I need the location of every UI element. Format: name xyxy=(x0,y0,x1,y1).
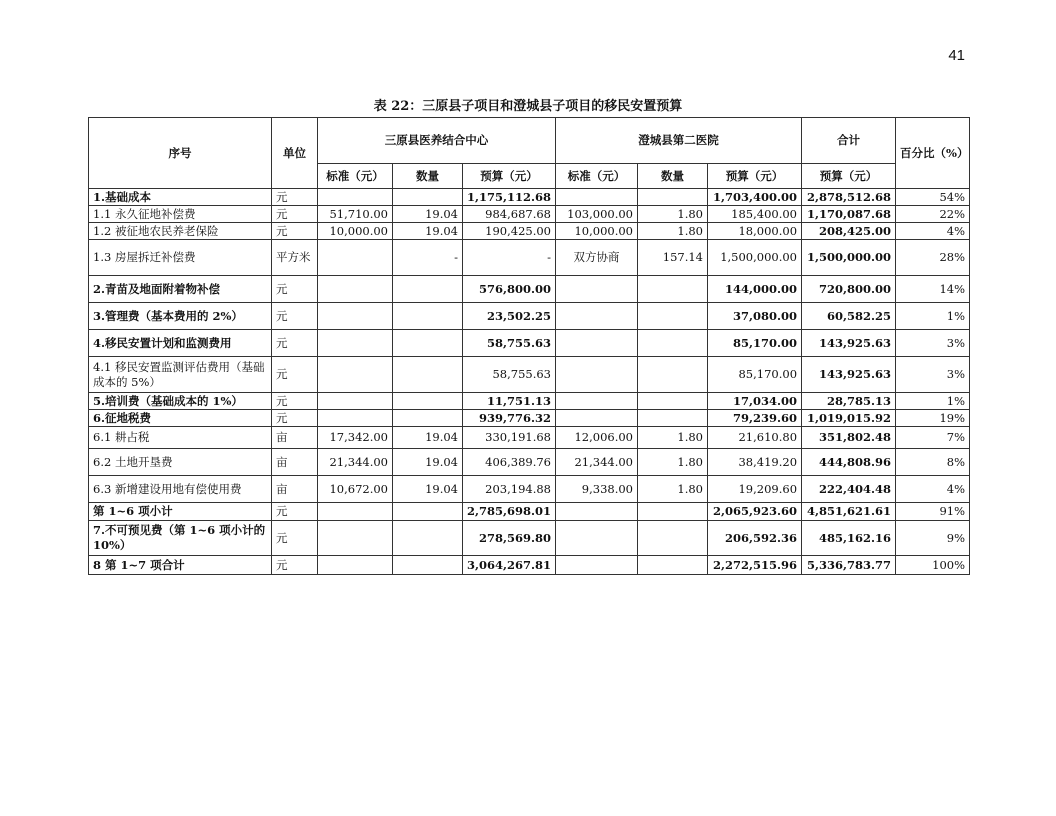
table-row xyxy=(89,240,970,276)
header-qty-chengcheng: 数量 xyxy=(638,164,708,189)
row-budget-chengcheng-cell: 19,209.60 xyxy=(708,476,802,503)
row-qty-chengcheng-cell xyxy=(638,410,708,427)
row-budget-sanyuan-cell: 58,755.63 xyxy=(463,330,556,357)
header-percent: 百分比（%） xyxy=(896,118,970,189)
row-qty-chengcheng-cell xyxy=(638,330,708,357)
row-percent-cell: 19% xyxy=(896,410,970,427)
row-percent-cell: 14% xyxy=(896,276,970,303)
row-total-cell: 2,878,512.68 xyxy=(802,189,896,206)
row-qty-chengcheng-cell: 1.80 xyxy=(638,223,708,240)
row-total-cell: 1,170,087.68 xyxy=(802,206,896,223)
row-seq-cell: 4.1 移民安置监测评估费用（基础成本的 5%） xyxy=(89,357,272,393)
row-budget-chengcheng-cell: 85,170.00 xyxy=(708,330,802,357)
row-std-sanyuan-cell: 17,342.00 xyxy=(318,427,393,449)
header-chengcheng: 澄城县第二医院 xyxy=(556,118,802,164)
row-qty-chengcheng-cell xyxy=(638,556,708,575)
row-std-chengcheng-cell: 10,000.00 xyxy=(556,223,638,240)
row-std-chengcheng-cell: 12,006.00 xyxy=(556,427,638,449)
row-budget-chengcheng-cell: 144,000.00 xyxy=(708,276,802,303)
row-unit-cell: 亩 xyxy=(272,449,318,476)
row-qty-chengcheng-cell: 157.14 xyxy=(638,240,708,276)
row-percent-cell: 91% xyxy=(896,503,970,521)
header-budget-sanyuan: 预算（元） xyxy=(463,164,556,189)
table-row xyxy=(89,503,970,521)
row-unit-cell: 平方米 xyxy=(272,240,318,276)
row-budget-sanyuan-cell: 3,064,267.81 xyxy=(463,556,556,575)
row-qty-chengcheng-cell xyxy=(638,503,708,521)
header-seq: 序号 xyxy=(89,118,272,189)
row-std-sanyuan-cell xyxy=(318,303,393,330)
row-qty-chengcheng-cell: 1.80 xyxy=(638,206,708,223)
row-budget-sanyuan-cell: 1,175,112.68 xyxy=(463,189,556,206)
row-qty-chengcheng-cell: 1.80 xyxy=(638,427,708,449)
table-row xyxy=(89,556,970,575)
row-std-sanyuan-cell xyxy=(318,357,393,393)
table-title: 表 22：三原县子项目和澄城县子项目的移民安置预算 xyxy=(373,99,683,114)
row-qty-chengcheng-cell: 1.80 xyxy=(638,476,708,503)
row-percent-cell: 28% xyxy=(896,240,970,276)
row-budget-sanyuan-cell: 278,569.80 xyxy=(463,521,556,556)
budget-table xyxy=(88,117,970,575)
header-budget-total: 预算（元） xyxy=(802,164,896,189)
row-unit-cell: 亩 xyxy=(272,427,318,449)
row-unit-cell: 元 xyxy=(272,303,318,330)
row-qty-sanyuan-cell xyxy=(393,357,463,393)
table-row xyxy=(89,330,970,357)
row-budget-sanyuan-cell: 330,191.68 xyxy=(463,427,556,449)
row-budget-sanyuan-cell: 11,751.13 xyxy=(463,393,556,410)
row-std-chengcheng-cell: 103,000.00 xyxy=(556,206,638,223)
row-qty-sanyuan-cell xyxy=(393,276,463,303)
table-row xyxy=(89,393,970,410)
row-unit-cell: 元 xyxy=(272,223,318,240)
row-budget-sanyuan-cell: - xyxy=(463,240,556,276)
row-std-chengcheng-cell xyxy=(556,503,638,521)
row-percent-cell: 4% xyxy=(896,223,970,240)
table-row xyxy=(89,206,970,223)
row-percent-cell: 7% xyxy=(896,427,970,449)
row-budget-chengcheng-cell: 2,065,923.60 xyxy=(708,503,802,521)
row-seq-cell: 2.青苗及地面附着物补偿 xyxy=(89,276,272,303)
row-total-cell: 444,808.96 xyxy=(802,449,896,476)
row-seq-cell: 5.培训费（基础成本的 1%） xyxy=(89,393,272,410)
row-budget-sanyuan-cell: 576,800.00 xyxy=(463,276,556,303)
row-budget-chengcheng-cell: 1,500,000.00 xyxy=(708,240,802,276)
row-std-chengcheng-cell xyxy=(556,189,638,206)
table-row xyxy=(89,276,970,303)
row-seq-cell: 1.1 永久征地补偿费 xyxy=(89,206,272,223)
row-qty-chengcheng-cell xyxy=(638,357,708,393)
row-std-chengcheng-cell xyxy=(556,556,638,575)
row-total-cell: 4,851,621.61 xyxy=(802,503,896,521)
table-row xyxy=(89,410,970,427)
row-budget-chengcheng-cell: 79,239.60 xyxy=(708,410,802,427)
row-std-chengcheng-cell xyxy=(556,276,638,303)
row-budget-sanyuan-cell: 406,389.76 xyxy=(463,449,556,476)
row-percent-cell: 100% xyxy=(896,556,970,575)
row-budget-chengcheng-cell: 1,703,400.00 xyxy=(708,189,802,206)
row-seq-cell: 6.征地税费 xyxy=(89,410,272,427)
header-sanyuan: 三原县医养结合中心 xyxy=(318,118,556,164)
row-total-cell: 351,802.48 xyxy=(802,427,896,449)
row-budget-sanyuan-cell: 939,776.32 xyxy=(463,410,556,427)
row-qty-sanyuan-cell xyxy=(393,410,463,427)
row-qty-sanyuan-cell xyxy=(393,521,463,556)
row-std-sanyuan-cell xyxy=(318,330,393,357)
row-total-cell: 143,925.63 xyxy=(802,357,896,393)
row-budget-sanyuan-cell: 203,194.88 xyxy=(463,476,556,503)
row-std-sanyuan-cell xyxy=(318,503,393,521)
row-budget-chengcheng-cell: 37,080.00 xyxy=(708,303,802,330)
header-qty-sanyuan: 数量 xyxy=(393,164,463,189)
row-total-cell: 28,785.13 xyxy=(802,393,896,410)
row-total-cell: 143,925.63 xyxy=(802,330,896,357)
row-seq-cell: 1.2 被征地农民养老保险 xyxy=(89,223,272,240)
row-unit-cell: 元 xyxy=(272,521,318,556)
row-std-sanyuan-cell xyxy=(318,240,393,276)
row-qty-chengcheng-cell xyxy=(638,393,708,410)
row-qty-sanyuan-cell: 19.04 xyxy=(393,449,463,476)
table-row xyxy=(89,449,970,476)
row-qty-sanyuan-cell: 19.04 xyxy=(393,476,463,503)
table-row xyxy=(89,223,970,240)
row-percent-cell: 9% xyxy=(896,521,970,556)
row-percent-cell: 1% xyxy=(896,303,970,330)
row-std-chengcheng-cell xyxy=(556,521,638,556)
row-qty-sanyuan-cell xyxy=(393,189,463,206)
row-percent-cell: 4% xyxy=(896,476,970,503)
row-total-cell: 485,162.16 xyxy=(802,521,896,556)
row-qty-chengcheng-cell xyxy=(638,189,708,206)
row-budget-sanyuan-cell: 2,785,698.01 xyxy=(463,503,556,521)
header-total: 合计 xyxy=(802,118,896,164)
row-budget-sanyuan-cell: 190,425.00 xyxy=(463,223,556,240)
table-row xyxy=(89,521,970,556)
row-budget-chengcheng-cell: 2,272,515.96 xyxy=(708,556,802,575)
row-std-sanyuan-cell: 51,710.00 xyxy=(318,206,393,223)
row-std-chengcheng-cell xyxy=(556,393,638,410)
header-std-chengcheng: 标准（元） xyxy=(556,164,638,189)
row-budget-sanyuan-cell: 58,755.63 xyxy=(463,357,556,393)
row-budget-chengcheng-cell: 17,034.00 xyxy=(708,393,802,410)
table-row xyxy=(89,427,970,449)
row-seq-cell: 6.1 耕占税 xyxy=(89,427,272,449)
row-qty-sanyuan-cell: 19.04 xyxy=(393,427,463,449)
row-total-cell: 720,800.00 xyxy=(802,276,896,303)
row-seq-cell: 第 1~6 项小计 xyxy=(89,503,272,521)
row-percent-cell: 8% xyxy=(896,449,970,476)
row-percent-cell: 54% xyxy=(896,189,970,206)
header-std-sanyuan: 标准（元） xyxy=(318,164,393,189)
row-seq-cell: 7.不可预见费（第 1~6 项小计的 10%） xyxy=(89,521,272,556)
row-std-sanyuan-cell xyxy=(318,556,393,575)
row-unit-cell: 元 xyxy=(272,276,318,303)
row-unit-cell: 元 xyxy=(272,330,318,357)
row-unit-cell: 元 xyxy=(272,357,318,393)
table-body xyxy=(89,189,970,575)
row-std-sanyuan-cell xyxy=(318,521,393,556)
row-unit-cell: 元 xyxy=(272,503,318,521)
row-unit-cell: 元 xyxy=(272,410,318,427)
row-qty-chengcheng-cell xyxy=(638,276,708,303)
row-seq-cell: 1.基础成本 xyxy=(89,189,272,206)
row-unit-cell: 元 xyxy=(272,393,318,410)
table-row xyxy=(89,189,970,206)
row-qty-sanyuan-cell xyxy=(393,556,463,575)
row-seq-cell: 1.3 房屋拆迁补偿费 xyxy=(89,240,272,276)
row-seq-cell: 6.3 新增建设用地有偿使用费 xyxy=(89,476,272,503)
row-qty-sanyuan-cell xyxy=(393,303,463,330)
row-total-cell: 5,336,783.77 xyxy=(802,556,896,575)
row-qty-sanyuan-cell xyxy=(393,330,463,357)
table-row xyxy=(89,476,970,503)
row-std-sanyuan-cell xyxy=(318,189,393,206)
row-qty-chengcheng-cell xyxy=(638,521,708,556)
row-total-cell: 60,582.25 xyxy=(802,303,896,330)
row-std-chengcheng-cell xyxy=(556,330,638,357)
row-qty-sanyuan-cell xyxy=(393,503,463,521)
row-qty-sanyuan-cell xyxy=(393,393,463,410)
row-std-sanyuan-cell xyxy=(318,410,393,427)
row-seq-cell: 3.管理费（基本费用的 2%） xyxy=(89,303,272,330)
row-budget-sanyuan-cell: 23,502.25 xyxy=(463,303,556,330)
row-total-cell: 222,404.48 xyxy=(802,476,896,503)
row-budget-chengcheng-cell: 18,000.00 xyxy=(708,223,802,240)
row-std-chengcheng-cell xyxy=(556,357,638,393)
header-unit: 单位 xyxy=(272,118,318,189)
row-unit-cell: 亩 xyxy=(272,476,318,503)
row-total-cell: 1,500,000.00 xyxy=(802,240,896,276)
row-unit-cell: 元 xyxy=(272,556,318,575)
row-qty-sanyuan-cell: 19.04 xyxy=(393,223,463,240)
row-percent-cell: 3% xyxy=(896,357,970,393)
row-std-sanyuan-cell: 10,000.00 xyxy=(318,223,393,240)
row-unit-cell: 元 xyxy=(272,206,318,223)
table-row xyxy=(89,303,970,330)
row-std-chengcheng-cell xyxy=(556,410,638,427)
row-std-chengcheng-cell: 9,338.00 xyxy=(556,476,638,503)
row-percent-cell: 3% xyxy=(896,330,970,357)
row-qty-chengcheng-cell xyxy=(638,303,708,330)
row-seq-cell: 6.2 土地开垦费 xyxy=(89,449,272,476)
row-qty-chengcheng-cell: 1.80 xyxy=(638,449,708,476)
row-std-chengcheng-cell: 21,344.00 xyxy=(556,449,638,476)
row-budget-chengcheng-cell: 206,592.36 xyxy=(708,521,802,556)
row-total-cell: 208,425.00 xyxy=(802,223,896,240)
row-std-chengcheng-cell xyxy=(556,303,638,330)
row-budget-chengcheng-cell: 185,400.00 xyxy=(708,206,802,223)
row-budget-chengcheng-cell: 21,610.80 xyxy=(708,427,802,449)
row-std-sanyuan-cell: 10,672.00 xyxy=(318,476,393,503)
table-row xyxy=(89,357,970,393)
row-std-sanyuan-cell xyxy=(318,276,393,303)
row-std-sanyuan-cell xyxy=(318,393,393,410)
header-budget-chengcheng: 预算（元） xyxy=(708,164,802,189)
row-percent-cell: 1% xyxy=(896,393,970,410)
row-seq-cell: 4.移民安置计划和监测费用 xyxy=(89,330,272,357)
row-std-chengcheng-cell: 双方协商 xyxy=(556,240,638,276)
row-total-cell: 1,019,015.92 xyxy=(802,410,896,427)
row-percent-cell: 22% xyxy=(896,206,970,223)
row-qty-sanyuan-cell: - xyxy=(393,240,463,276)
row-budget-chengcheng-cell: 85,170.00 xyxy=(708,357,802,393)
page-number: 41 xyxy=(948,47,965,64)
row-seq-cell: 8 第 1~7 项合计 xyxy=(89,556,272,575)
row-qty-sanyuan-cell: 19.04 xyxy=(393,206,463,223)
row-unit-cell: 元 xyxy=(272,189,318,206)
row-budget-chengcheng-cell: 38,419.20 xyxy=(708,449,802,476)
row-std-sanyuan-cell: 21,344.00 xyxy=(318,449,393,476)
row-budget-sanyuan-cell: 984,687.68 xyxy=(463,206,556,223)
